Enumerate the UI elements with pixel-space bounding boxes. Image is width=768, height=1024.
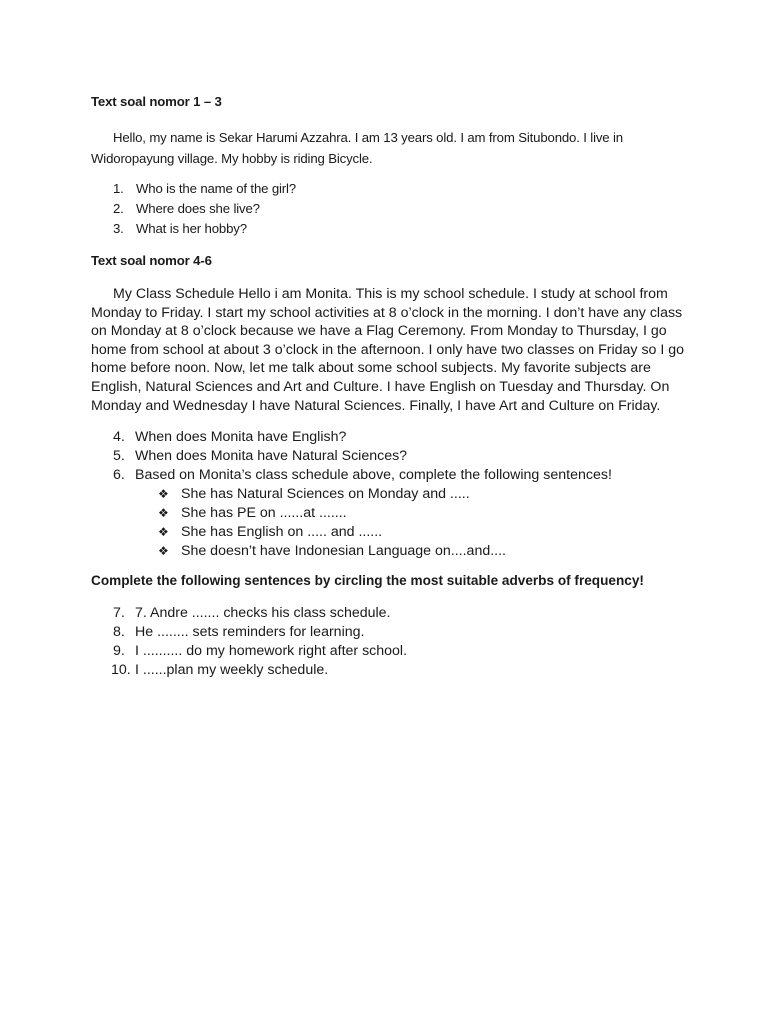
question-number: 4. — [113, 429, 125, 445]
section1-paragraph-line: Hello, my name is Sekar Harumi Azzahra. I am 13 years old. I am from Situbondo. I live in — [113, 130, 623, 145]
sentence-text: She has Natural Sciences on Monday and ..... — [181, 486, 470, 502]
section1-heading: Text soal nomor 1 – 3 — [91, 94, 222, 109]
section1-paragraph-line: Widoropayung village. My hobby is riding Bicycle. — [91, 151, 373, 166]
section1-question-list — [113, 179, 673, 239]
section2-heading: Text soal nomor 4-6 — [91, 253, 212, 268]
section2-paragraph-line: home before noon. Now, let me talk about some school subjects. My favorite subjects are — [91, 360, 651, 377]
question-number: 7. — [113, 605, 125, 621]
sentence-text: She doesn’t have Indonesian Language on....and.... — [181, 543, 506, 559]
question-number: 9. — [113, 643, 125, 659]
section1-paragraph — [91, 127, 691, 169]
question-text: Who is the name of the girl? — [136, 181, 296, 196]
diamond-bullet-icon: ❖ — [158, 544, 169, 558]
question-item — [113, 642, 713, 661]
section3-question-list — [113, 604, 713, 680]
question-text: He ........ sets reminders for learning. — [135, 624, 365, 640]
diamond-bullet-icon: ❖ — [158, 487, 169, 501]
section2-paragraph-line: on Monday at 8 o’clock because we have a Flag Ceremony. From Monday to Thursday, I go — [91, 323, 667, 340]
sentence-text: She has English on ..... and ...... — [181, 524, 383, 540]
question-text: I .......... do my homework right after school. — [135, 643, 408, 659]
question-item — [113, 623, 713, 642]
section2-paragraph — [91, 285, 731, 415]
question-item — [113, 199, 673, 219]
question-item — [113, 428, 713, 447]
question-number: 5. — [113, 448, 125, 464]
question-item — [113, 466, 713, 485]
sentence-item — [158, 542, 718, 561]
diamond-bullet-icon: ❖ — [158, 525, 169, 539]
question-number: 6. — [113, 467, 125, 483]
question-text: Where does she live? — [136, 201, 260, 216]
question-text: What is her hobby? — [136, 221, 247, 236]
question-number: 10. — [111, 662, 131, 678]
section2-paragraph-line: Monday to Friday. I start my school activities at 8 o’clock in the morning. I don’t have any class — [91, 304, 683, 321]
sentence-item — [158, 485, 718, 504]
diamond-bullet-icon: ❖ — [158, 506, 169, 520]
question-number: 8. — [113, 624, 125, 640]
section3-heading: Complete the following sentences by circling the most suitable adverbs of frequency! — [91, 573, 644, 588]
question-text: When does Monita have English? — [135, 429, 347, 445]
question-text: Based on Monita’s class schedule above, complete the following sentences! — [135, 467, 612, 483]
section2-paragraph-line: English, Natural Sciences and Art and Culture. I have English on Tuesday and Thursday. On — [91, 378, 670, 395]
section2-paragraph-line: home from school at about 3 o’clock in the afternoon. I only have two classes on Friday so I go — [91, 341, 685, 358]
question-number: 1. — [113, 181, 124, 196]
question-number: 2. — [113, 201, 124, 216]
sentence-item — [158, 504, 718, 523]
question-text: 7. Andre ....... checks his class schedule. — [135, 605, 391, 621]
section2-paragraph-line: Monday and Wednesday I have Natural Sciences. Finally, I have Art and Culture on Friday. — [91, 397, 661, 414]
question-item — [113, 604, 713, 623]
question-item — [113, 447, 713, 466]
question-item — [113, 219, 673, 239]
question-number: 3. — [113, 221, 124, 236]
sentence-item — [158, 523, 718, 542]
section2-sentence-list — [158, 485, 718, 561]
section2-paragraph-line: My Class Schedule Hello i am Monita. This is my school schedule. I study at school from — [113, 286, 668, 302]
sentence-text: She has PE on ......at ....... — [181, 505, 347, 521]
section2-question-list — [113, 428, 713, 485]
question-item — [113, 661, 713, 680]
question-text: I ......plan my weekly schedule. — [135, 662, 329, 678]
question-item — [113, 179, 673, 199]
question-text: When does Monita have Natural Sciences? — [135, 448, 408, 464]
